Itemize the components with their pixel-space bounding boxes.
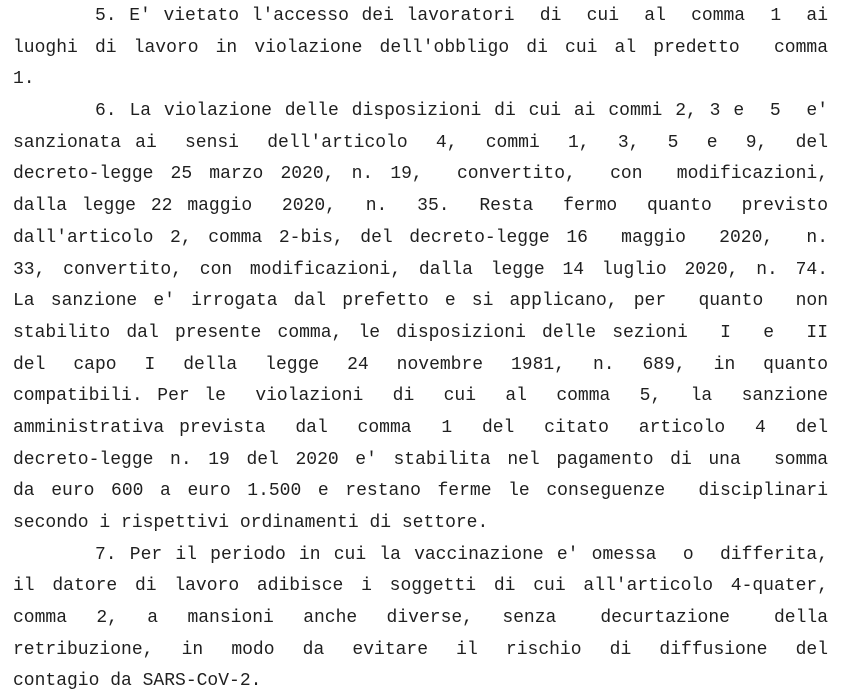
text-line: dall'articolo 2, comma 2-bis, del decreto-legge 16 maggio 2020, n. [13,227,828,248]
text-line: stabilito dal presente comma, le disposizioni delle sezioni I e II [13,322,828,343]
text-line: del capo I della legge 24 novembre 1981, n. 689, in quanto [13,354,828,375]
paragraph-first-line: 6. La violazione delle disposizioni di cui ai commi 2, 3 e 5 e' [95,101,828,122]
text-line: il datore di lavoro adibisce i soggetti di cui all'articolo 4-quater, [13,576,828,597]
text-line: retribuzione, in modo da evitare il rischio di diffusione del [13,639,828,660]
text-line: 33, convertito, con modificazioni, dalla legge 14 luglio 2020, n. 74. [13,259,828,280]
text-line: contagio da SARS-CoV-2. [13,671,262,692]
text-line: amministrativa prevista dal comma 1 del citato articolo 4 del [13,417,828,438]
text-line: decreto-legge n. 19 del 2020 e' stabilita nel pagamento di una somma [13,449,828,470]
text-line: comma 2, a mansioni anche diverse, senza decurtazione della [13,608,828,629]
legal-text-document [13,0,828,697]
text-line: luoghi di lavoro in violazione dell'obbligo di cui al predetto comma [13,37,828,58]
text-line: secondo i rispettivi ordinamenti di settore. [13,513,489,533]
text-line: compatibili. Per le violazioni di cui al comma 5, la sanzione [13,386,828,407]
text-line: sanzionata ai sensi dell'articolo 4, commi 1, 3, 5 e 9, del [13,132,828,153]
text-line: 1. [13,69,35,90]
text-line: decreto-legge 25 marzo 2020, n. 19, convertito, con modificazioni, [13,164,828,185]
text-line: dalla legge 22 maggio 2020, n. 35. Resta fermo quanto previsto [13,196,828,217]
text-line: La sanzione e' irrogata dal prefetto e si applicano, per quanto non [13,291,828,312]
paragraph-first-line: 7. Per il periodo in cui la vaccinazione e' omessa o differita, [95,544,828,565]
text-line: da euro 600 a euro 1.500 e restano ferme le conseguenze disciplinari [13,481,828,502]
paragraph-first-line: 5. E' vietato l'accesso dei lavoratori di cui al comma 1 ai [95,6,828,26]
